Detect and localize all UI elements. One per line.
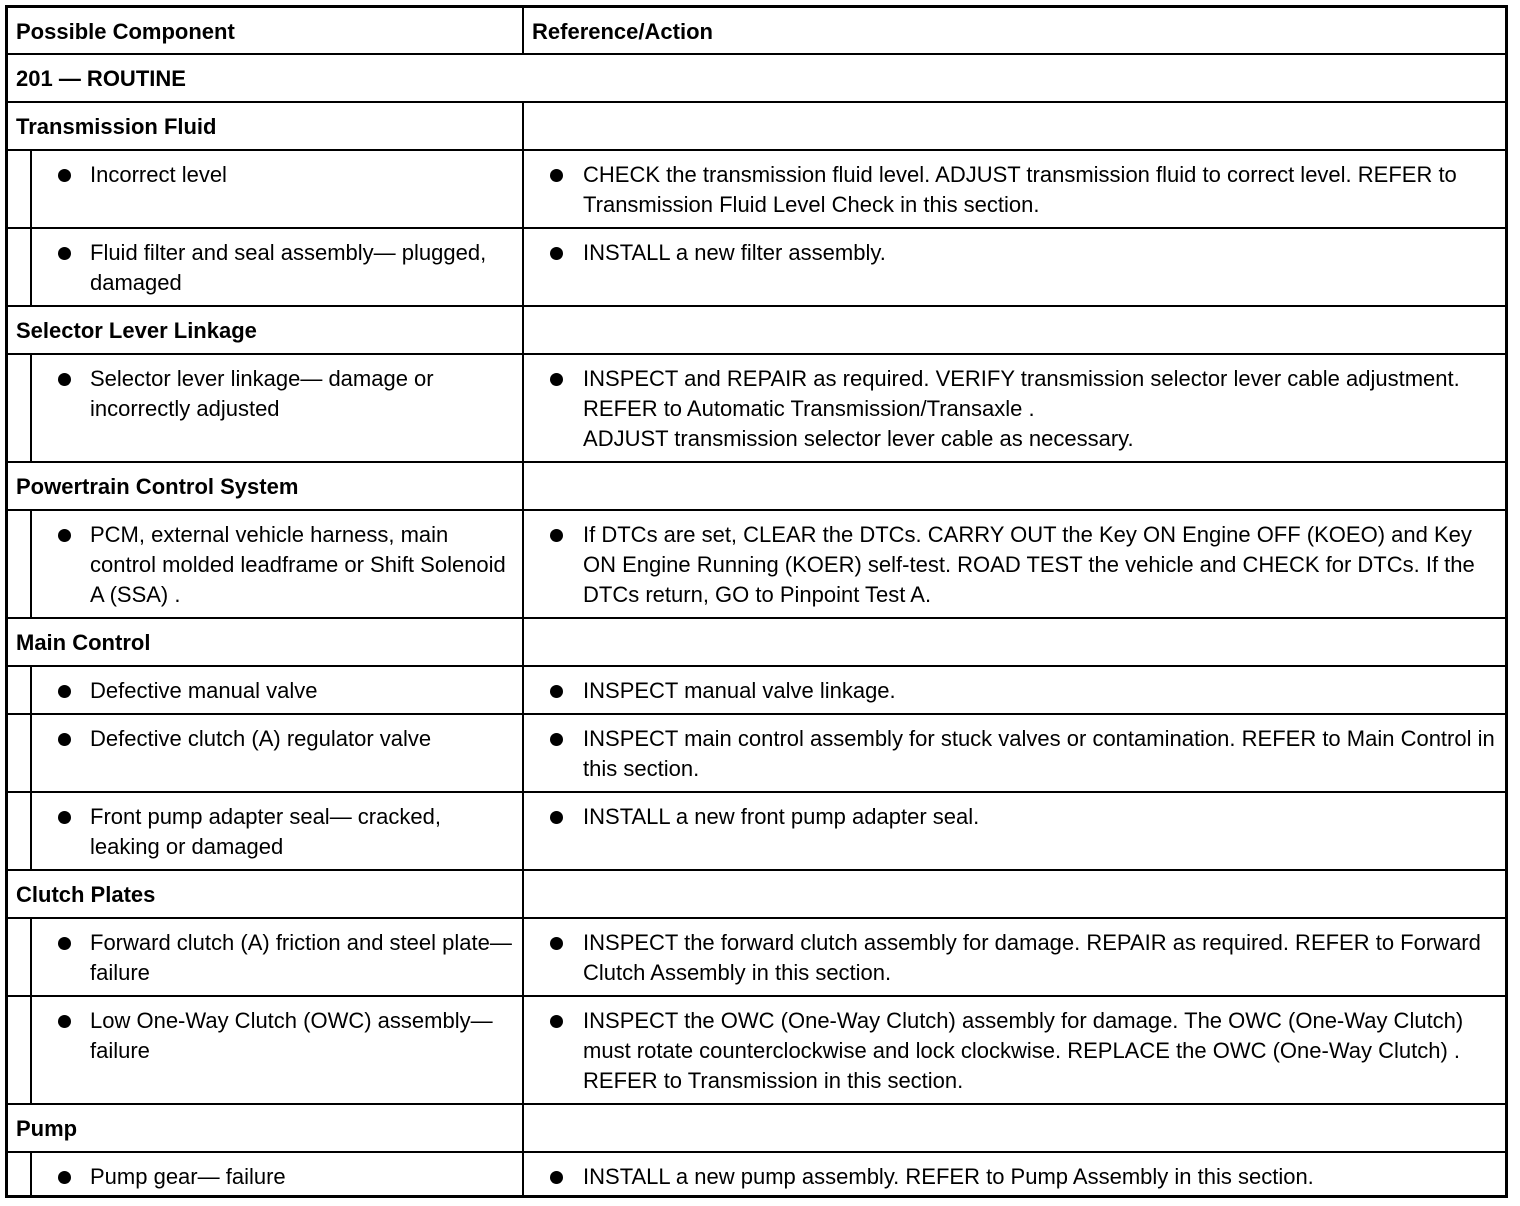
table-row [8, 510, 1505, 618]
bullet-icon [550, 373, 563, 386]
table-row [8, 1152, 1505, 1198]
group-title: Transmission Fluid [8, 102, 523, 150]
bullet-icon [58, 811, 71, 824]
action-text: INSPECT and REPAIR as required. VERIFY transmission selector lever cable adjustment. REFER to Automatic Transmission/Transaxle . [583, 366, 1460, 421]
action-cell [523, 510, 1505, 618]
group-row [8, 870, 1505, 918]
action-cell [523, 996, 1505, 1104]
action-text: INSTALL a new front pump adapter seal. [583, 804, 980, 829]
group-action-empty [523, 462, 1505, 510]
component-text: Incorrect level [90, 162, 227, 187]
group-row [8, 462, 1505, 510]
group-row [8, 1104, 1505, 1152]
routine-label: 201 — ROUTINE [8, 54, 1505, 102]
bullet-icon [58, 169, 71, 182]
table-row [8, 228, 1505, 306]
bullet-icon [550, 1171, 563, 1184]
action-cell [523, 228, 1505, 306]
table-row [8, 150, 1505, 228]
indent-cell [8, 150, 31, 228]
group-title: Clutch Plates [8, 870, 523, 918]
table-row [8, 918, 1505, 996]
bullet-icon [58, 247, 71, 260]
table-row [8, 996, 1505, 1104]
action-text: INSPECT the forward clutch assembly for damage. REPAIR as required. REFER to Forward Clutch Assembly in this section. [583, 930, 1481, 985]
component-text: Defective clutch (A) regulator valve [90, 726, 432, 751]
action-text: INSTALL a new filter assembly. [583, 240, 886, 265]
diagnosis-table [8, 8, 1505, 1198]
table-row [8, 354, 1505, 462]
component-cell [31, 354, 523, 462]
component-cell [31, 714, 523, 792]
action-text: CHECK the transmission fluid level. ADJUST transmission fluid to correct level. REFER to Transmission Fluid Level Check in this section. [583, 162, 1457, 217]
bullet-icon [550, 685, 563, 698]
bullet-icon [58, 529, 71, 542]
component-text: Front pump adapter seal— cracked, leaking or damaged [90, 804, 441, 859]
indent-cell [8, 918, 31, 996]
header-possible-component: Possible Component [8, 8, 523, 54]
action-cell [523, 714, 1505, 792]
bullet-icon [550, 937, 563, 950]
component-text: Pump gear— failure [90, 1164, 286, 1189]
group-row [8, 618, 1505, 666]
group-row [8, 306, 1505, 354]
bullet-icon [58, 1015, 71, 1028]
component-text: Selector lever linkage— damage or incorrectly adjusted [90, 366, 434, 421]
table-row [8, 792, 1505, 870]
group-action-empty [523, 102, 1505, 150]
diagnosis-table-frame [5, 5, 1508, 1198]
action-cell [523, 792, 1505, 870]
bullet-icon [58, 373, 71, 386]
group-action-empty [523, 870, 1505, 918]
component-text: PCM, external vehicle harness, main control molded leadframe or Shift Solenoid A (SSA) . [90, 522, 506, 607]
group-title: Powertrain Control System [8, 462, 523, 510]
action-text: If DTCs are set, CLEAR the DTCs. CARRY OUT the Key ON Engine OFF (KOEO) and Key ON Engine Running (KOER) self-test. ROAD TEST the vehicle and CHECK for DTCs. If the DTCs return, GO to Pinpoint Test A. [583, 522, 1475, 607]
indent-cell [8, 792, 31, 870]
bullet-icon [58, 1171, 71, 1184]
group-action-empty [523, 306, 1505, 354]
header-reference-action: Reference/Action [523, 8, 1505, 54]
component-cell [31, 228, 523, 306]
indent-cell [8, 228, 31, 306]
indent-cell [8, 996, 31, 1104]
component-cell [31, 1152, 523, 1198]
group-action-empty [523, 618, 1505, 666]
action-cell [523, 918, 1505, 996]
bullet-icon [58, 733, 71, 746]
indent-cell [8, 1152, 31, 1198]
component-cell [31, 510, 523, 618]
bullet-icon [58, 937, 71, 950]
component-cell [31, 996, 523, 1104]
indent-cell [8, 354, 31, 462]
group-title: Main Control [8, 618, 523, 666]
group-action-empty [523, 1104, 1505, 1152]
action-cell [523, 150, 1505, 228]
table-row [8, 714, 1505, 792]
component-cell [31, 792, 523, 870]
component-cell [31, 666, 523, 714]
action-text: INSPECT manual valve linkage. [583, 678, 896, 703]
action-text: INSPECT main control assembly for stuck valves or contamination. REFER to Main Control in this section. [583, 726, 1495, 781]
component-cell [31, 150, 523, 228]
bullet-icon [550, 733, 563, 746]
component-text: Forward clutch (A) friction and steel plate— failure [90, 930, 512, 985]
bullet-icon [550, 169, 563, 182]
bullet-icon [550, 1015, 563, 1028]
routine-row [8, 54, 1505, 102]
action-cell [523, 1152, 1505, 1198]
group-title: Selector Lever Linkage [8, 306, 523, 354]
component-cell [31, 918, 523, 996]
group-title: Pump [8, 1104, 523, 1152]
indent-cell [8, 714, 31, 792]
bullet-icon [550, 811, 563, 824]
component-text: Low One-Way Clutch (OWC) assembly— failure [90, 1008, 493, 1063]
action-text: INSTALL a new pump assembly. REFER to Pump Assembly in this section. [583, 1164, 1314, 1189]
table-header-row [8, 8, 1505, 54]
action-cell [523, 354, 1505, 462]
bullet-icon [550, 529, 563, 542]
action-text-extra: ADJUST transmission selector lever cable as necessary. [583, 426, 1134, 451]
bullet-icon [550, 247, 563, 260]
component-text: Defective manual valve [90, 678, 318, 703]
action-text: INSPECT the OWC (One-Way Clutch) assembly for damage. The OWC (One-Way Clutch) must rotate counterclockwise and lock clockwise. REPLACE the OWC (One-Way Clutch) . REFER to Transmission in this section. [583, 1008, 1464, 1093]
table-row [8, 666, 1505, 714]
group-row [8, 102, 1505, 150]
action-cell [523, 666, 1505, 714]
component-text: Fluid filter and seal assembly— plugged, damaged [90, 240, 487, 295]
indent-cell [8, 666, 31, 714]
indent-cell [8, 510, 31, 618]
bullet-icon [58, 685, 71, 698]
